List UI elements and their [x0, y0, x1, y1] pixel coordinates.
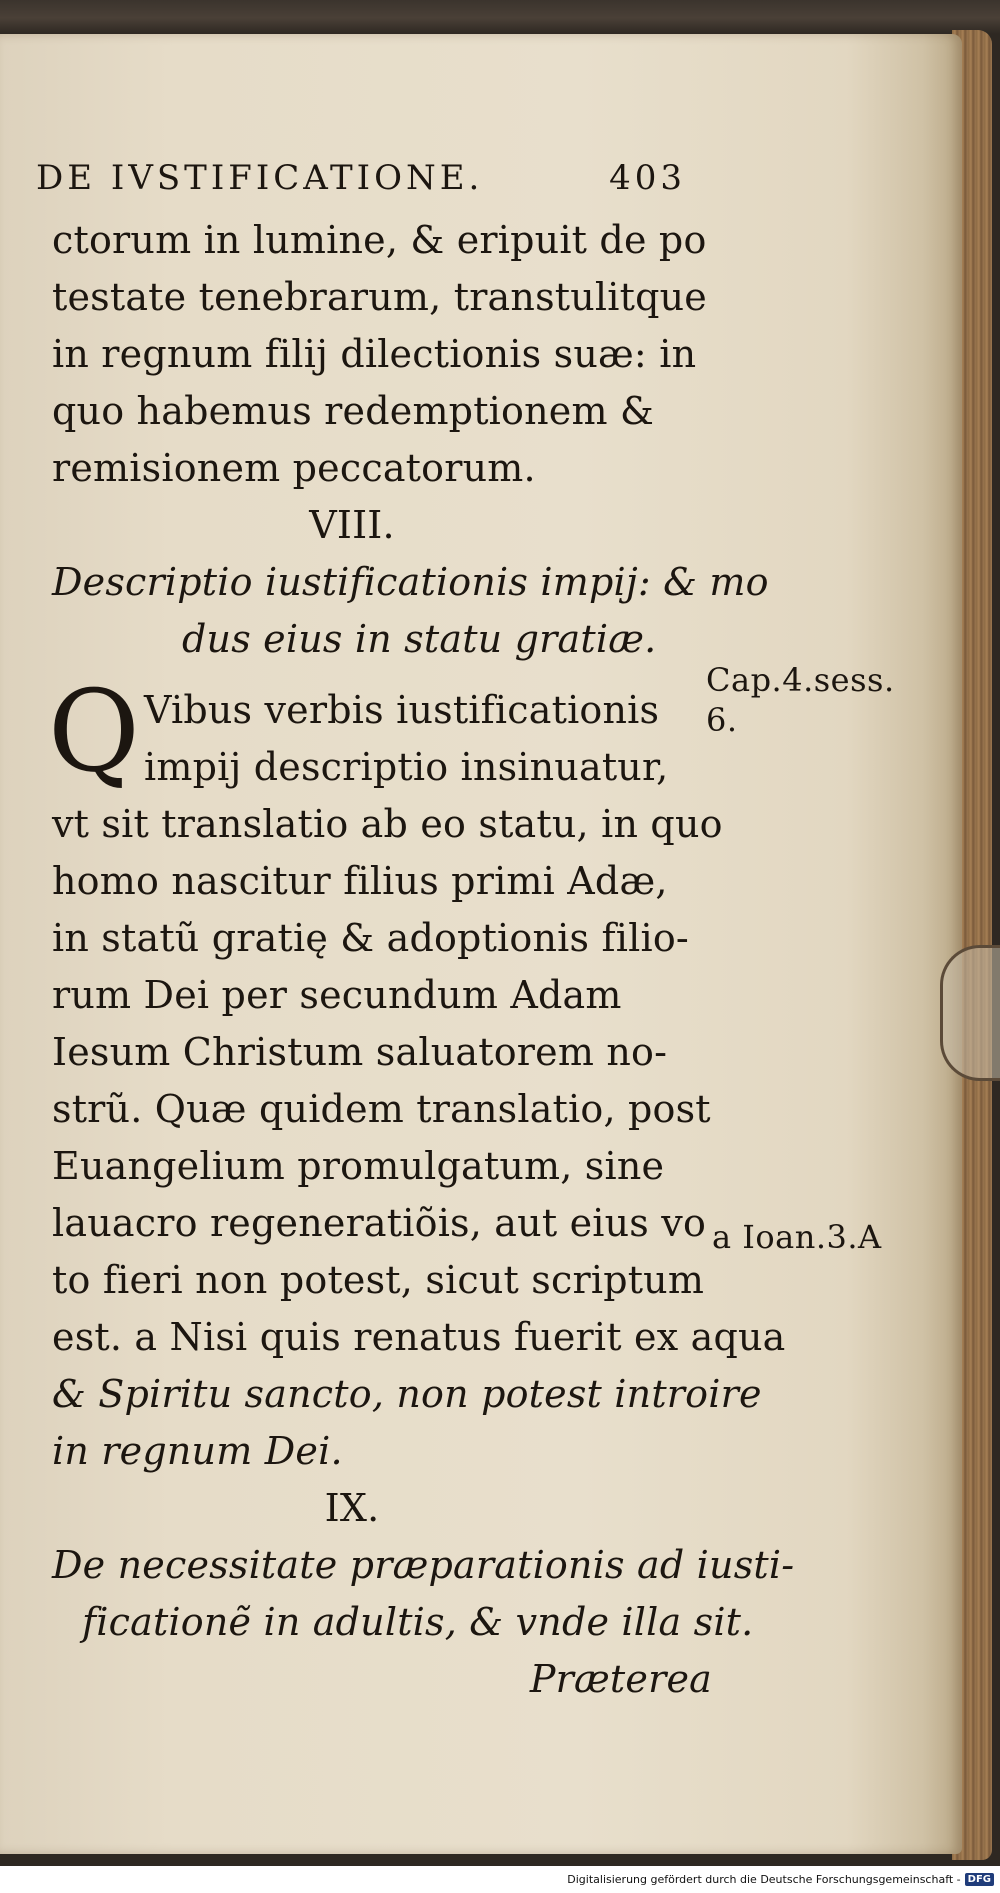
body-line: ctorum in lumine, & eripuit de po — [52, 218, 707, 262]
clasp-mark — [940, 945, 1000, 1081]
section-numeral-8: VIII. — [309, 503, 395, 547]
margin-note-cap — [706, 660, 895, 740]
body-line: to fieri non potest, sicut scriptum — [52, 1258, 705, 1302]
margin-note-line: Cap.4.sess. — [706, 661, 895, 699]
body-line: & Spiritu sancto, non potest introire — [52, 1372, 762, 1416]
section-heading-8: Descriptio iustificationis impij: & mo — [52, 560, 769, 604]
running-header — [36, 158, 686, 198]
body-line: impij descriptio insinuatur, — [144, 745, 669, 789]
body-line: Iesum Christum saluatorem no- — [52, 1030, 668, 1074]
section-heading-9: ficationẽ in adultis, & vnde illa sit. — [82, 1600, 754, 1644]
body-line: testate tenebrarum, transtulitque — [52, 275, 707, 319]
body-line: in regnum filij dilectionis suæ: in — [52, 332, 697, 376]
body-line: lauacro regeneratiõis, aut eius vo — [52, 1201, 707, 1245]
body-line: homo nascitur filius primi Adæ, — [52, 859, 668, 903]
section-heading-8: dus eius in statu gratiæ. — [182, 617, 657, 661]
body-line: remisionem peccatorum. — [52, 446, 536, 490]
body-line: Vibus verbis iustificationis — [144, 688, 660, 732]
footer-credit-text: Digitalisierung gefördert durch die Deutsche Forschungsgemeinschaft - — [567, 1873, 961, 1886]
body-line: in regnum Dei. — [52, 1429, 343, 1473]
section-numeral-9: IX. — [324, 1486, 380, 1530]
body-line: quo habemus redemptionem & — [52, 389, 655, 433]
body-line: rum Dei per secundum Adam — [52, 973, 622, 1017]
margin-note-ioan — [712, 1218, 882, 1256]
catchword: Præterea — [529, 1657, 712, 1701]
body-line: est. a Nisi quis renatus fuerit ex aqua — [52, 1315, 786, 1359]
body-line: vt sit translatio ab eo statu, in quo — [52, 802, 723, 846]
body-text — [48, 212, 795, 1708]
body-line: in statũ gratię & adoptionis filio- — [52, 916, 689, 960]
dfg-logo-icon: DFG — [965, 1873, 994, 1886]
body-line: Euangelium promulgatum, sine — [52, 1144, 665, 1188]
section-heading-9: De necessitate præparationis ad iusti- — [52, 1543, 795, 1587]
footer-credit — [0, 1866, 1000, 1893]
margin-note-line: 6. — [706, 701, 738, 739]
dropcap-letter: Q — [48, 667, 141, 797]
page-number: 403 — [609, 158, 686, 198]
body-line: strũ. Quæ quidem translatio, post — [52, 1087, 711, 1131]
dropcap-paragraph — [48, 667, 786, 1480]
margin-note-line: a Ioan.3.A — [712, 1218, 882, 1256]
running-title: DE IVSTIFICATIONE. — [36, 158, 484, 198]
